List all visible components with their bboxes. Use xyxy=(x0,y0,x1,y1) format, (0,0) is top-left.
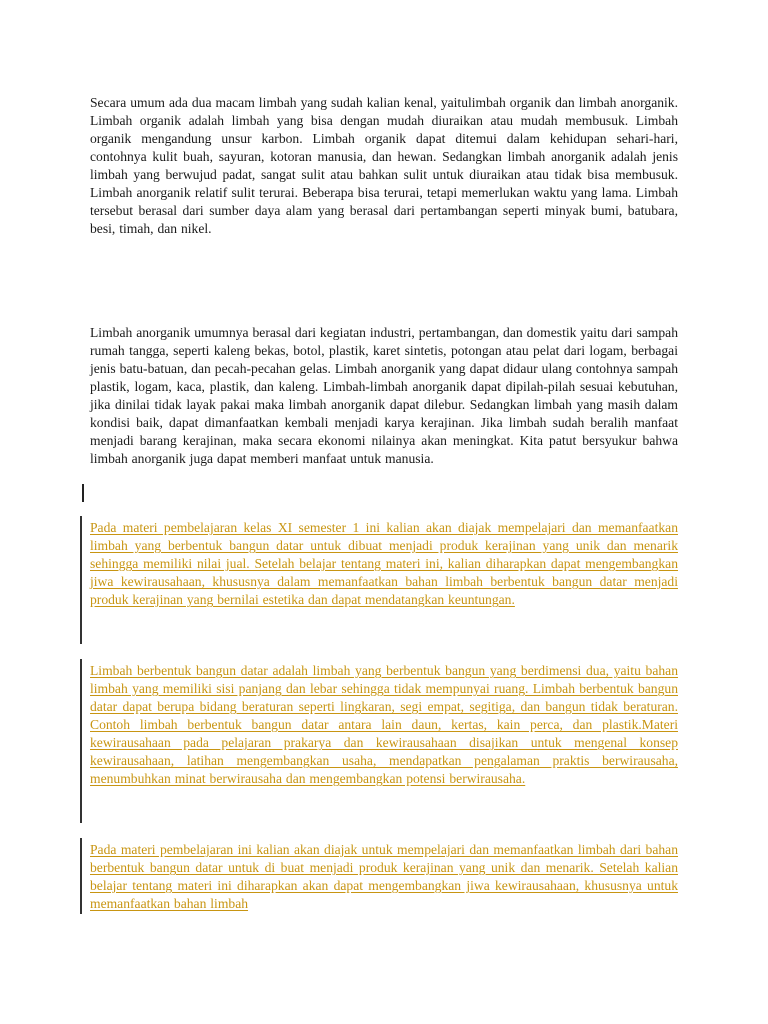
change-bar-p3 xyxy=(80,516,82,644)
paragraph-limbah-anorganik-sumber[interactable]: Limbah anorganik umumnya berasal dari kegiatan industri, pertambangan, dan domestik yaitu dari sampah rumah tangga, seperti kaleng bekas, botol, plastik, karet sintetis, potongan atau pelat dari logam, berbagai jenis batu-batuan, dan pecah-pecahan gelas. Limbah anorganik yang dapat didaur ulang contohnya sampah plastik, logam, kaca, plastik, dan kaleng. Limbah-limbah anorganik dapat dipilah-pilah sesuai kebutuhan, jika dinilai tidak layak pakai maka limbah anorganik dapat dilebur. Sedangkan limbah yang masih dalam kondisi baik, dapat dimanfaatkan kembali menjadi karya kerajinan. Jika limbah sudah beralih manfaat menjadi barang kerajinan, maka secara ekonomi nilainya akan meningkat. Kita patut bersyukur bahwa limbah anorganik juga dapat memberi manfaat untuk manusia. xyxy=(90,325,678,466)
change-bar-p4 xyxy=(80,659,82,823)
text-cursor xyxy=(82,484,84,502)
paragraph-limbah-organik-anorganik[interactable]: Secara umum ada dua macam limbah yang sudah kalian kenal, yaitulimbah organik dan limbah anorganik. Limbah organik adalah limbah yang bisa dengan mudah diuraikan atau mudah membusuk. Limbah organik mengandung unsur karbon. Limbah organik dapat ditemui dalam kehidupan sehari-hari, contohnya kulit buah, sayuran, kotoran manusia, dan hewan. Sedangkan limbah anorganik adalah jenis limbah yang berwujud padat, sangat sulit atau bahkan sulit untuk diuraikan atau tidak bisa membusuk. Limbah anorganik relatif sulit terurai. Beberapa bisa terurai, tetapi memerlukan waktu yang lama. Limbah tersebut berasal dari sumber daya alam yang berasal dari pertambangan seperti minyak bumi, batubara, besi, timah, dan nikel. xyxy=(90,95,678,236)
tracked-paragraph-materi-pembelajaran[interactable]: Pada materi pembelajaran ini kalian akan diajak untuk mempelajari dan memanfaatkan limbah dari bahan berbentuk bangun datar untuk di buat menjadi produk kerajinan yang unik dan menarik. Setelah kalian belajar tentang materi ini diharapkan akan dapat mengembangkan jiwa kewirausahaan, khususnya untuk memanfaatkan bahan limbah xyxy=(90,842,678,911)
tracked-paragraph-materi-kelas-xi[interactable]: Pada materi pembelajaran kelas XI semester 1 ini kalian akan diajak mempelajari dan memanfaatkan limbah yang berbentuk bangun datar untuk dibuat menjadi produk kerajinan yang unik dan menarik sehingga memiliki nilai jual. Setelah belajar tentang materi ini, kalian diharapkan dapat mengembangkan jiwa kewirausahaan, khususnya dalam memanfaatkan bahan limbah berbentuk bangun datar menjadi produk kerajinan yang bernilai estetika dan dapat mendatangkan keuntungan. xyxy=(90,520,678,607)
change-bar-p5 xyxy=(80,838,82,914)
tracked-paragraph-bangun-datar[interactable]: Limbah berbentuk bangun datar adalah limbah yang berbentuk bangun yang berdimensi dua, yaitu bahan limbah yang memiliki sisi panjang dan lebar sehingga tidak mempunyai ruang. Limbah berbentuk bangun datar dapat berupa bidang beraturan seperti lingkaran, segi empat, segitiga, dan bangun tidak beraturan. Contoh limbah berbentuk bangun datar antara lain daun, kertas, kain perca, dan plastik.Materi kewirausahaan pada pelajaran prakarya dan kewirausahaan disajikan untuk mengenal konsep kewirausahaan, latihan mengembangkan usaha, mendapatkan pengalaman praktis berwirausaha, menumbuhkan minat berwirausaha dan mengembangkan potensi berwirausaha. xyxy=(90,663,678,786)
